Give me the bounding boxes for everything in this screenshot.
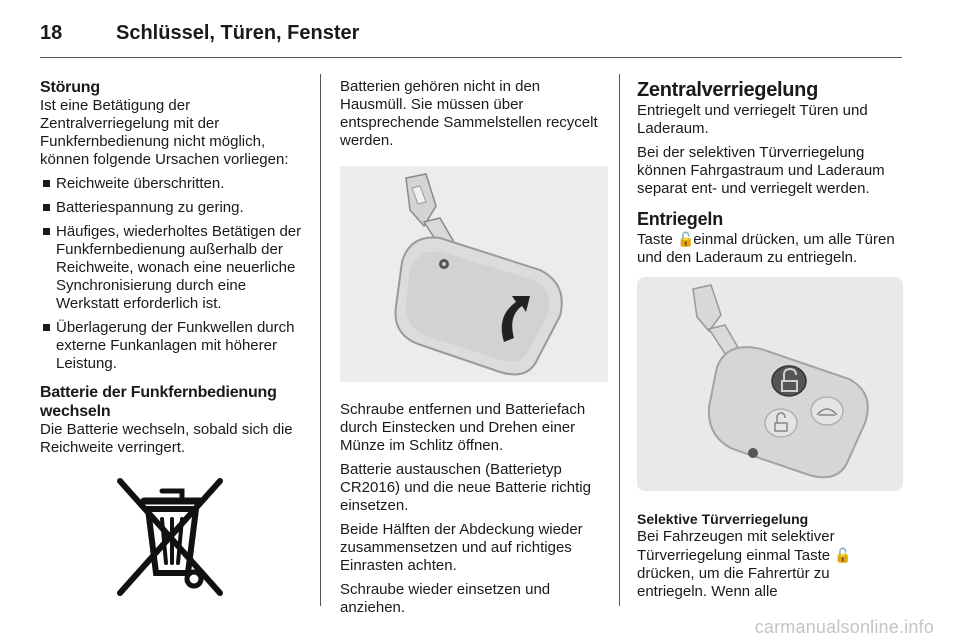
column-divider — [320, 74, 321, 606]
crossed-bin-icon — [110, 473, 230, 599]
heading-stoerung: Störung — [40, 79, 100, 96]
paragraph-batterie: Die Batterie wechseln, sobald sich die Reichweite verringert. — [40, 421, 293, 456]
bullet-icon — [43, 204, 50, 211]
list-item: Reichweite überschritten. — [40, 175, 308, 193]
column-middle — [340, 78, 608, 623]
watermark-text: carmanualsonline.info — [754, 617, 934, 637]
list-item: Batteriespannung zu gering. — [40, 199, 308, 217]
paragraph-entriegeln: Taste 🔓 einmal drücken, um alle Türen und den Laderaum zu entriegeln. — [637, 231, 895, 266]
page-number: 18 — [40, 22, 63, 44]
bullet-icon — [43, 180, 50, 187]
paragraph-abdeckung: Beide Hälften der Abdeckung wieder zusammensetzen und auf richtiges Einrasten achten. — [340, 521, 583, 574]
list-item: Überlagerung der Funkwellen durch externe Funkanlagen mit höherer Leistung. — [40, 319, 308, 373]
heading-entriegeln: Entriegeln — [637, 209, 724, 229]
paragraph-zv-2: Bei der selektiven Türverriegelung können Fahrgastraum und Laderaum separat ent- und verriegelt werden. — [637, 144, 885, 197]
chapter-title: Schlüssel, Türen, Fenster — [116, 22, 360, 44]
list-item: Häufiges, wiederholtes Betätigen der Funkfernbedienung außerhalb der Reichweite, wonach eine neuerliche Synchronisierung durch eine Werkstatt erforderlich ist. — [40, 223, 308, 313]
unlock-icon: 🔓 — [834, 547, 852, 563]
paragraph-batterietyp: Batterie austauschen (Batterietyp CR2016) und die neue Batterie richtig einsetzen. — [340, 461, 591, 514]
heading-selektive-tuerverriegelung: Selektive Türverriegelung — [637, 511, 809, 527]
paragraph-zv-1: Entriegelt und verriegelt Türen und Laderaum. — [637, 102, 868, 137]
column-divider — [619, 74, 620, 606]
paragraph-recycling: Batterien gehören nicht in den Hausmüll. Sie müssen über entsprechende Sammelstellen recycelt werden. — [340, 78, 598, 149]
column-right — [637, 78, 903, 607]
bullet-icon — [43, 324, 50, 331]
paragraph-anziehen: Schraube wieder einsetzen und anziehen. — [340, 581, 551, 616]
unlock-icon: 🔓 — [677, 231, 695, 247]
column-left — [40, 78, 308, 604]
key-remote-figure — [637, 277, 903, 491]
cause-list — [40, 175, 308, 373]
key-battery-figure — [340, 166, 608, 382]
page-header — [40, 18, 902, 58]
heading-zentralverriegelung: Zentralverriegelung — [637, 79, 819, 101]
paragraph-selektiv: Bei Fahrzeugen mit selektiver Türverriegelung einmal Taste 🔓 drücken, um die Fahrertür zu entriegeln. Wenn alle — [637, 528, 852, 600]
bullet-icon — [43, 228, 50, 235]
paragraph-stoerung: Ist eine Betätigung der Zentralverriegelung mit der Funkfernbedienung nicht möglich, können folgende Ursachen vorliegen: — [40, 97, 289, 168]
heading-batterie-wechseln: Batterie der Funkfernbedienung wechseln — [40, 384, 277, 420]
paragraph-schraube: Schraube entfernen und Batteriefach durch Einstecken und Drehen einer Münze im Schlitz öffnen. — [340, 401, 586, 454]
